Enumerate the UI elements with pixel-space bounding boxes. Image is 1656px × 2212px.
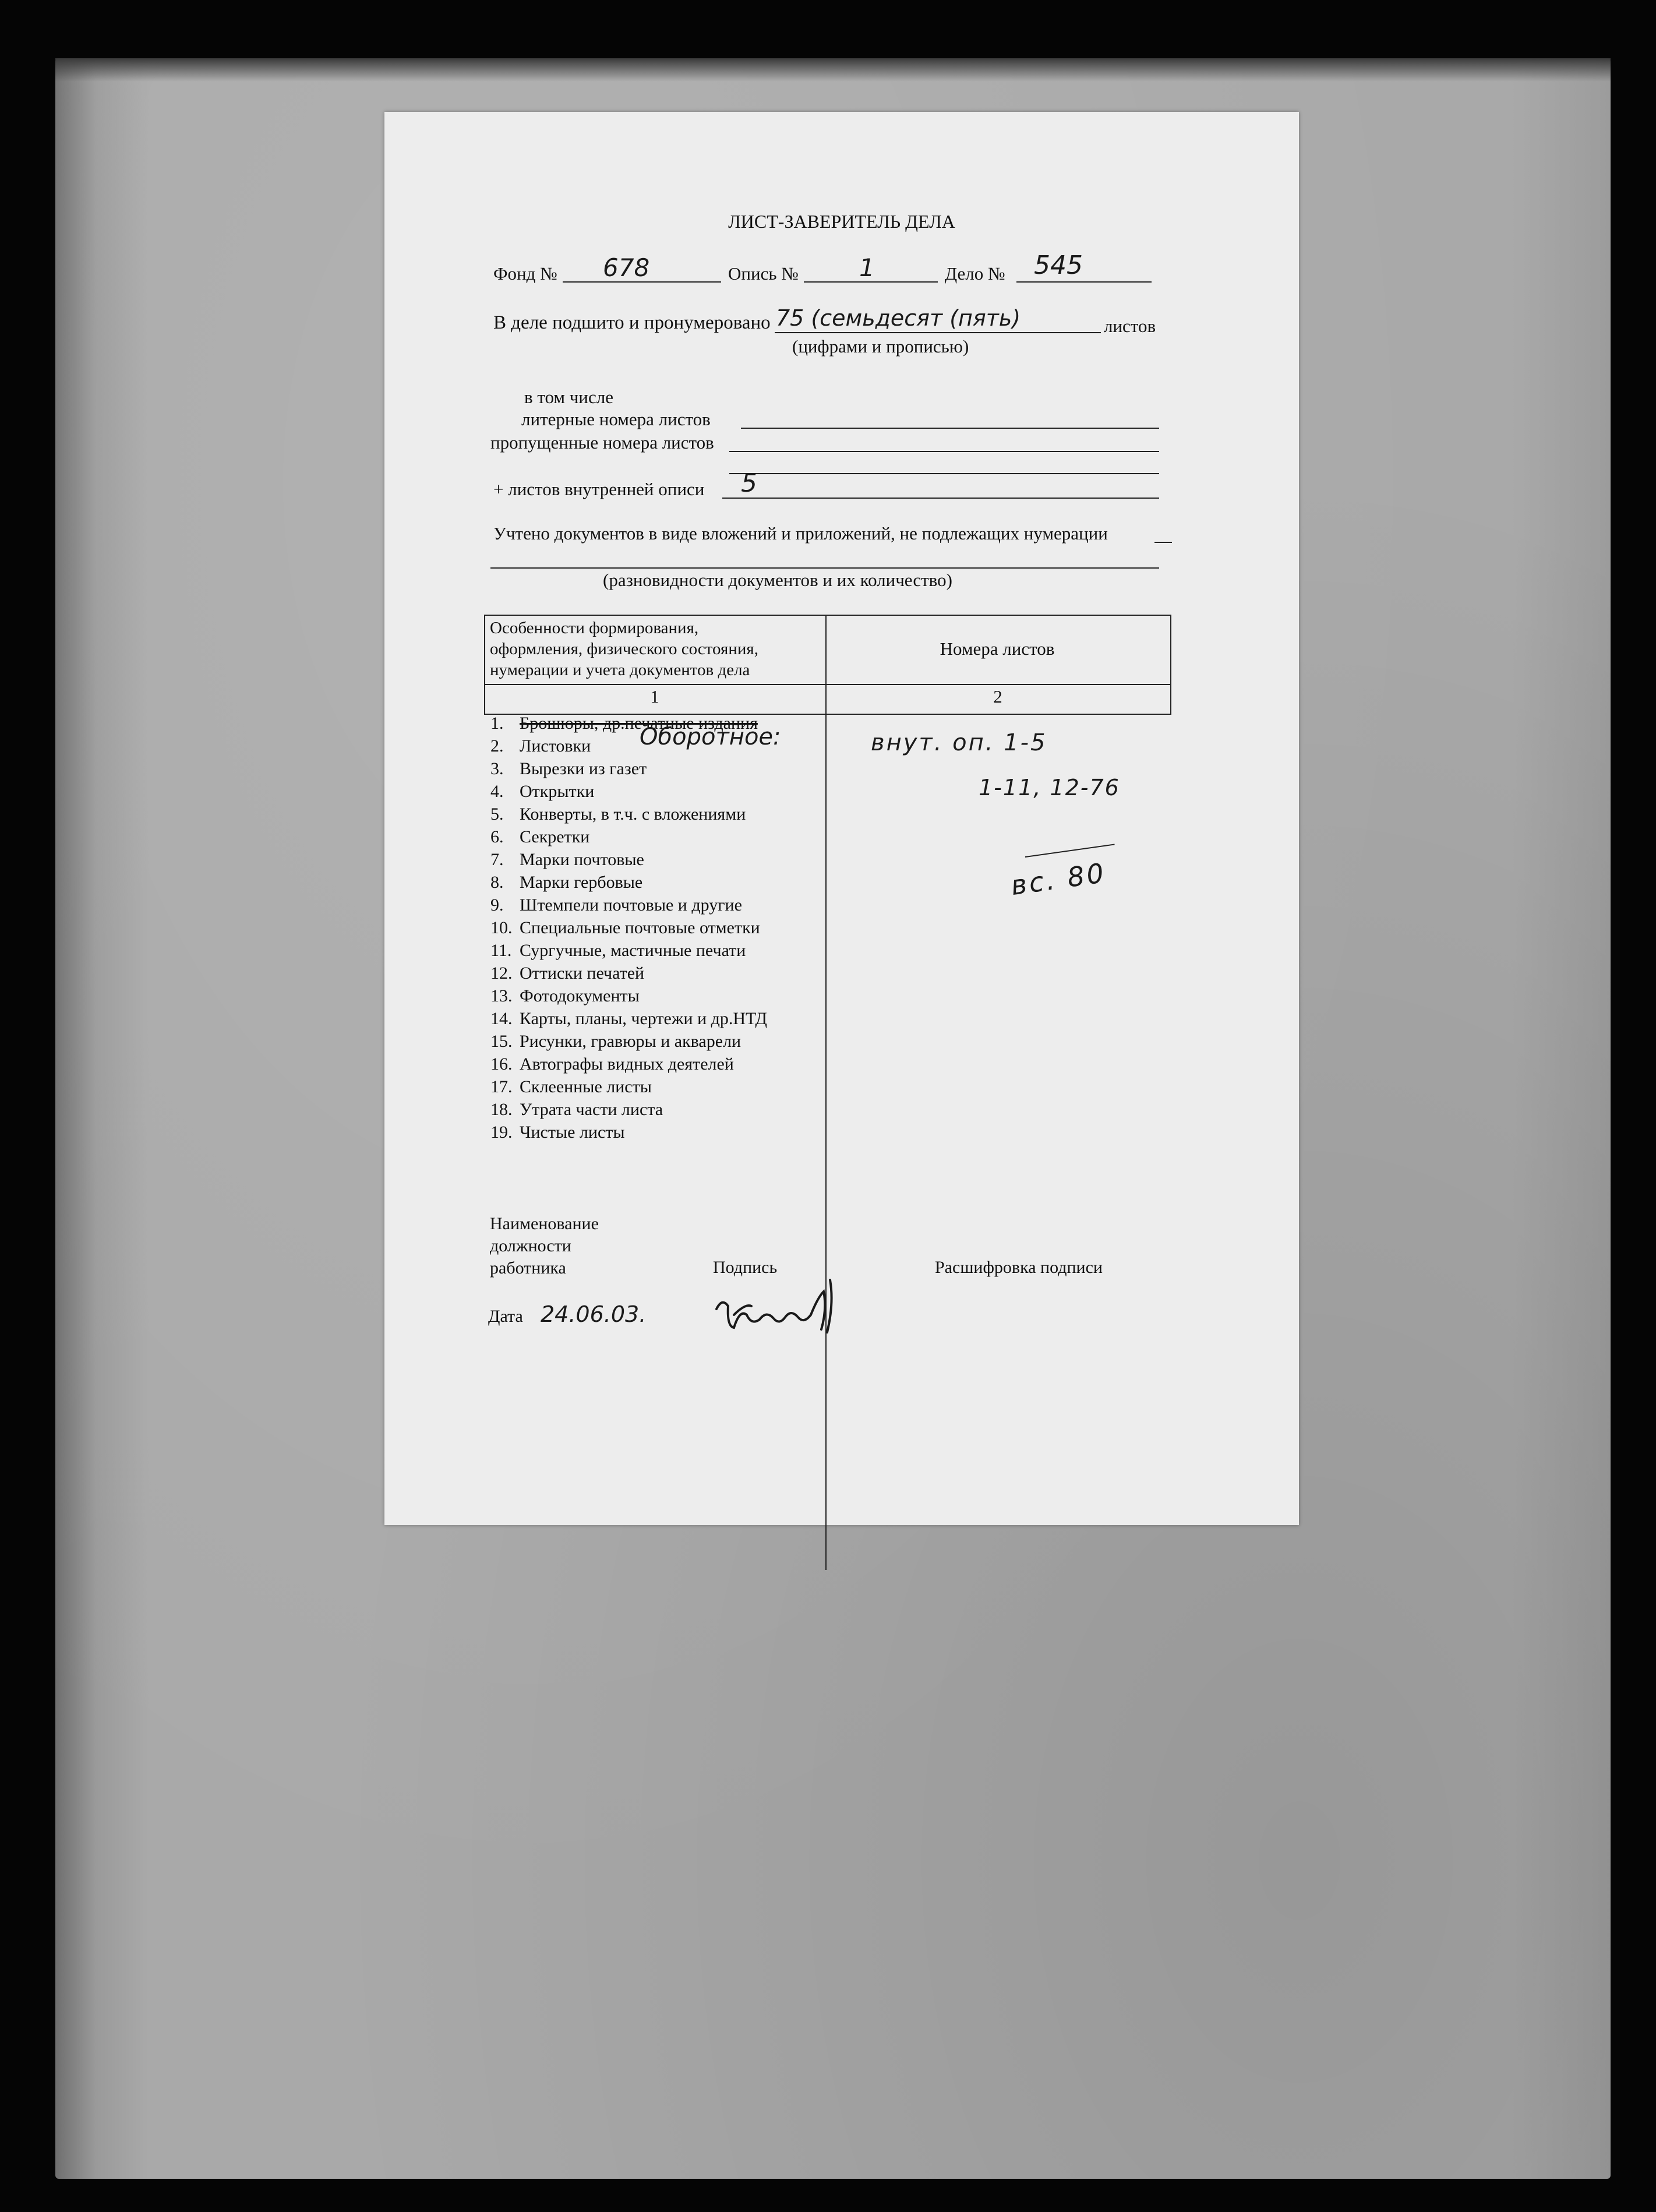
position-label: Наименование должности работника <box>490 1214 599 1278</box>
delo-label: Дело № <box>945 263 1005 284</box>
col1-header: Особенности формирования, оформления, физического состояния, нумерации и учета документов дела <box>490 619 758 679</box>
internal-label: + листов внутренней описи <box>493 479 705 499</box>
list-item: 18. Утрата части листа <box>490 1100 663 1119</box>
col1-number: 1 <box>650 686 659 707</box>
sewn-line <box>775 332 1101 333</box>
delo-value: 545 <box>1034 251 1083 280</box>
accounted-line <box>1154 542 1172 543</box>
list-item: 1. Брошюры, др.печатные издания <box>490 714 758 733</box>
handwritten-total: вс. 80 <box>1009 856 1108 902</box>
internal-line <box>722 498 1159 499</box>
varieties-caption: (разновидности документов и их количество) <box>603 570 952 590</box>
list-item: 6. Секретки <box>490 827 590 846</box>
handwritten-sheet-range: 1-11, 12-76 <box>979 775 1120 800</box>
missing-label: пропущенные номера листов <box>490 432 714 453</box>
list-item: 12. Оттиски печатей <box>490 964 645 983</box>
sheet-title: ЛИСТ-ЗАВЕРИТЕЛЬ ДЕЛА <box>728 211 955 232</box>
list-item: 17. Склеенные листы <box>490 1077 652 1096</box>
cover-top-edge <box>55 58 1611 82</box>
list-item: 5. Конверты, в т.ч. с вложениями <box>490 805 746 824</box>
literal-line <box>741 428 1159 429</box>
opis-value: 1 <box>859 253 875 282</box>
col2-header: Номера листов <box>940 638 1055 659</box>
list-item: 14. Карты, планы, чертежи и др.НТД <box>490 1009 767 1028</box>
list-item: 16. Автографы видных деятелей <box>490 1054 734 1074</box>
list-item: 15. Рисунки, гравюры и акварели <box>490 1032 742 1051</box>
date-label: Дата <box>488 1307 523 1326</box>
table-column-divider <box>825 615 827 1570</box>
list-item: 8. Марки гербовые <box>490 873 643 892</box>
signature-decode-label: Расшифровка подписи <box>935 1258 1103 1277</box>
opis-label: Опись № <box>728 263 799 284</box>
fond-value: 678 <box>603 253 650 282</box>
certification-sheet <box>384 112 1299 1525</box>
list-item: 3. Вырезки из газет <box>490 759 647 778</box>
list-item: 2. Листовки <box>490 736 591 756</box>
digits-caption: (цифрами и прописью) <box>792 336 969 357</box>
list-item: 10. Специальные почтовые отметки <box>490 918 760 937</box>
handwritten-total-line <box>1025 844 1115 858</box>
table-header-divider <box>484 684 1171 685</box>
handwritten-internal-range: внут. оп. 1-5 <box>871 729 1047 756</box>
fond-label: Фонд № <box>493 263 557 284</box>
missing-line <box>729 451 1159 452</box>
col2-number: 2 <box>993 686 1002 707</box>
date-value: 24.06.03. <box>541 1301 647 1327</box>
features-list <box>490 712 767 1144</box>
including-label: в том числе <box>524 387 613 407</box>
list-item: 13. Фотодокументы <box>490 986 640 1006</box>
delo-line <box>1016 281 1152 283</box>
missing-line-2 <box>729 473 1159 474</box>
list-item: 11. Сургучные, мастичные печати <box>490 941 746 960</box>
list-item: 7. Марки почтовые <box>490 850 644 869</box>
handwritten-signature <box>711 1274 850 1350</box>
accounted-line-2 <box>490 567 1159 569</box>
sheets-word: листов <box>1104 316 1156 336</box>
list-item: 9. Штемпели почтовые и другие <box>490 895 742 915</box>
sewn-value: 75 (семьдесят (пять) <box>776 305 1021 331</box>
list-item: 4. Открытки <box>490 782 595 801</box>
signature-label: Подпись <box>713 1258 778 1277</box>
sewn-label: В деле подшито и пронумеровано <box>493 312 771 333</box>
accounted-label: Учтено документов в виде вложений и приложений, не подлежащих нумерации <box>493 523 1108 544</box>
handwritten-note: Оборотное: <box>640 724 781 750</box>
list-item: 19. Чистые листы <box>490 1123 625 1142</box>
internal-value: 5 <box>741 468 757 498</box>
literal-label: литерные номера листов <box>521 409 711 429</box>
